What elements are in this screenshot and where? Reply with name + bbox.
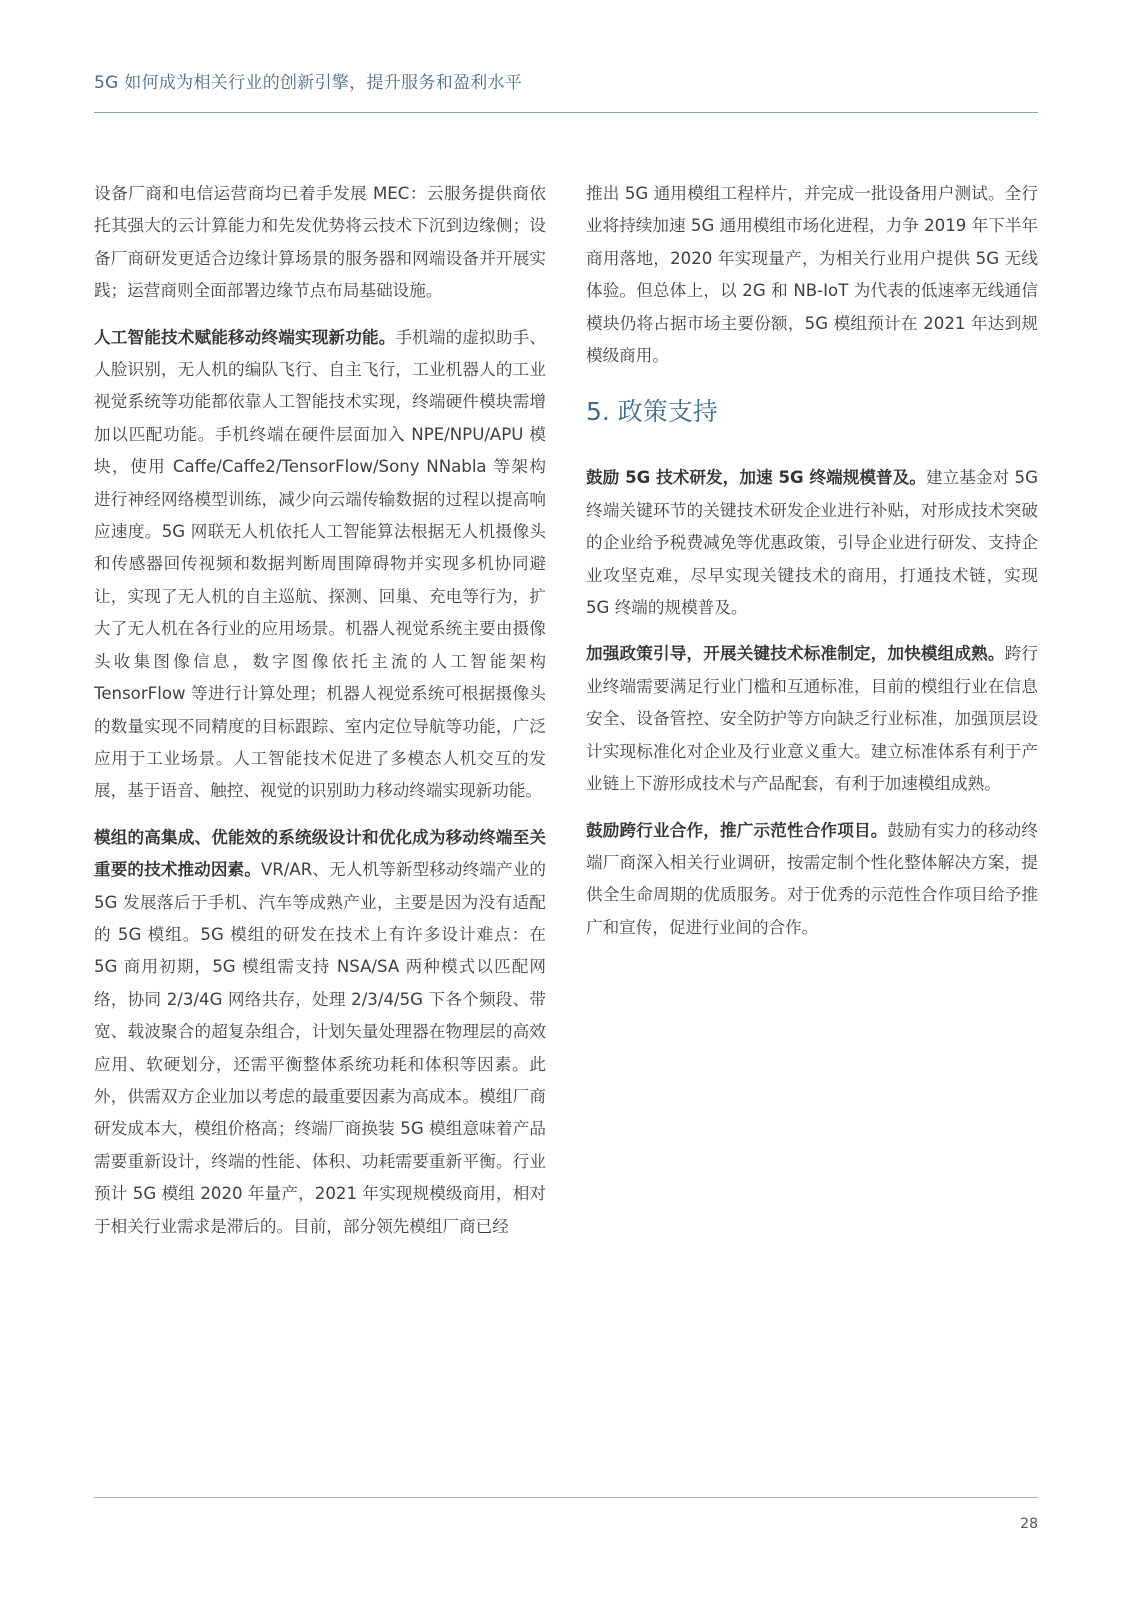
page-number: 28: [1020, 1516, 1038, 1532]
paragraph-body-ai: 手机端的虚拟助手、人脸识别，无人机的编队飞行、自主飞行，工业机器人的工业视觉系统等功能都依靠人工智能技术实现，终端硬件模块需增加以匹配功能。手机终端在硬件层面加入 NPE/NPU/APU 模块，使用 Caffe/Caffe2/TensorFlow/Sony NNabla 等架构进行神经网络模型训练，减少向云端传输数据的过程以提高响应速度。5G 网联无人机依托人工智能算法根据无人机摄像头和传感器回传视频和数据判断周围障碍物并实现多机协同避让，实现了无人机的自主巡航、探测、回巢、充电等行为，扩大了无人机在各行业的应用场景。机器人视觉系统主要由摄像头收集图像信息，数字图像依托主流的人工智能架构 TensorFlow 等进行计算处理；机器人视觉系统可根据摄像头的数量实现不同精度的目标跟踪、室内定位导航等功能，广泛应用于工业场景。人工智能技术促进了多模态人机交互的发展，基于语音、触控、视觉的识别助力移动终端实现新功能。: [94, 327, 547, 801]
paragraph-ai-terminal: [94, 322, 546, 808]
left-column: [94, 178, 546, 1257]
paragraph-lead-standards: 加强政策引导，开展关键技术标准制定，加快模组成熟。: [586, 644, 1005, 664]
paragraph-lead-module: 模组的高集成、优能效的系统级设计和优化成为移动终端至关重要的技术推动因素。: [94, 827, 546, 880]
paragraph-body-standards: 跨行业终端需要满足行业门槛和互通标准，目前的模组行业在信息安全、设备管控、安全防护等方向缺乏行业标准，加强顶层设计实现标准化对企业及行业意义重大。建立标准体系有利于产业链上下游形成技术与产品配套，有利于加速模组成熟。: [586, 644, 1039, 794]
section-heading-policy: 5. 政策支持: [586, 397, 718, 427]
paragraph-lead-rd: 鼓励 5G 技术研发，加速 5G 终端规模普及。: [586, 468, 926, 488]
paragraph-policy-rd: [586, 462, 1038, 624]
running-header: 5G 如何成为相关行业的创新引擎，提升服务和盈利水平: [94, 73, 523, 93]
paragraph-module-design: [94, 822, 546, 1243]
paragraph-lead-cooperation: 鼓励跨行业合作，推广示范性合作项目。: [586, 820, 888, 840]
paragraph-body-module: VR/AR、无人机等新型移动终端产业的 5G 发展落后于手机、汽车等成熟产业，主要是因为没有适配的 5G 模组。5G 模组的研发在技术上有许多设计难点：在 5G 商用初期，5G 模组需支持 NSA/SA 两种模式以匹配网络，协同 2/3/4G 网络共存，处理 2/3/4/5G 下各个频段、带宽、载波聚合的超复杂组合，计划矢量处理器在物理层的高效应用、软硬划分，还需平衡整体系统功耗和体积等因素。此外，供需双方企业加以考虑的最重要因素为高成本。模组厂商研发成本大，模组价格高；终端厂商换装 5G 模组意味着产品需要重新设计，终端的性能、体积、功耗需要重新平衡。行业预计 5G 模组 2020 年量产，2021 年实现规模级商用，相对于相关行业需求是滞后的。目前，部分领先模组厂商已经: [94, 860, 546, 1236]
paragraph-mec: 设备厂商和电信运营商均已着手发展 MEC：云服务提供商依托其强大的云计算能力和先发优势将云技术下沉到边缘侧；设备厂商研发更适合边缘计算场景的服务器和网端设备并开展实践；运营商则全面部署边缘节点布局基础设施。: [94, 184, 546, 301]
right-column: [586, 178, 1038, 958]
paragraph-policy-standards: [586, 638, 1038, 800]
paragraph-lead-ai: 人工智能技术赋能移动终端实现新功能。: [94, 327, 396, 347]
paragraph-body-cooperation: 鼓励有实力的移动终端厂商深入相关行业调研，按需定制个性化整体解决方案，提供全生命周期的优质服务。对于优秀的示范性合作项目给予推广和宣传，促进行业间的合作。: [586, 820, 1039, 937]
footer-divider: [94, 1497, 1038, 1498]
paragraph-policy-cooperation: [586, 815, 1038, 945]
paragraph-body-rd: 建立基金对 5G 终端关键环节的关键技术研发企业进行补贴，对形成技术突破的企业给予税费减免等优惠政策，引导企业进行研发、支持企业攻坚克难，尽早实现关键技术的商用，打通技术链，实现 5G 终端的规模普及。: [586, 468, 1038, 618]
header-divider: [94, 112, 1038, 113]
paragraph-module-continued: 推出 5G 通用模组工程样片，并完成一批设备用户测试。全行业将持续加速 5G 通用模组市场化进程，力争 2019 年下半年商用落地，2020 年实现量产，为相关行业用户提供 5G 无线体验。但总体上，以 2G 和 NB-IoT 为代表的低速率无线通信模块仍将占据市场主要份额，5G 模组预计在 2021 年达到规模级商用。: [586, 184, 1038, 366]
